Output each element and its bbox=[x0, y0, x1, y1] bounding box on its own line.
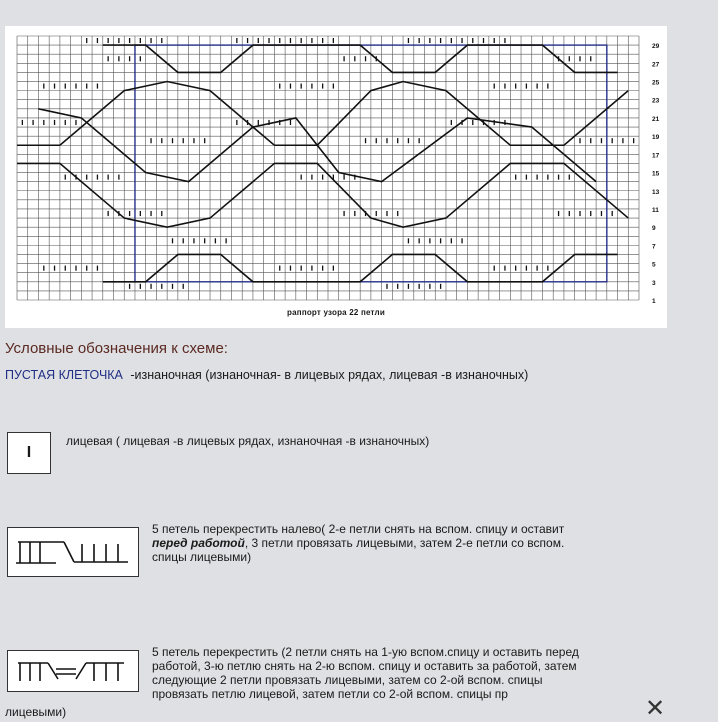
close-icon[interactable]: ✕ bbox=[644, 695, 666, 722]
cross-center-desc bbox=[152, 645, 718, 701]
row-number: 3 bbox=[652, 279, 656, 287]
row-number: 17 bbox=[652, 152, 660, 160]
knit-symbol bbox=[7, 432, 51, 474]
cross-left-symbol-svg bbox=[8, 528, 138, 576]
cross-left-desc-2: , 3 петли провязать лицевыми, затем 2-е петли со вспом. bbox=[244, 536, 565, 550]
row-number: 11 bbox=[652, 206, 659, 214]
cable-line bbox=[17, 163, 628, 227]
chart-caption: раппорт узора 22 петли bbox=[287, 308, 385, 317]
cross-left-desc-bold: перед работой bbox=[152, 536, 245, 550]
cross-left-desc-1: 5 петель перекрестить налево( 2-е петли снять на вспом. спицу и оставит bbox=[152, 522, 565, 536]
legend-empty-cell bbox=[5, 368, 528, 382]
cross-center-line-4: провязать петлю лицевой, затем петли со 2-ой вспом. спицы пр bbox=[152, 687, 508, 701]
knitting-chart bbox=[5, 26, 667, 328]
cross-left-desc-3: спицы лицевыми) bbox=[152, 550, 252, 564]
empty-cell-name: ПУСТАЯ КЛЕТОЧКА bbox=[5, 368, 123, 382]
cross-left-desc bbox=[152, 522, 712, 564]
legend-title: Условные обозначения к схеме: bbox=[5, 340, 228, 357]
cross-center-line-2: работой, 3-ю петлю снять на 2-ю вспом. спицу и оставить за работой, затем bbox=[152, 659, 577, 673]
row-number: 5 bbox=[652, 261, 656, 269]
row-number: 25 bbox=[652, 79, 660, 87]
row-number: 7 bbox=[652, 243, 656, 251]
row-number: 13 bbox=[652, 188, 660, 196]
row-number: 9 bbox=[652, 225, 656, 233]
cable-line bbox=[17, 82, 628, 146]
cross-center-line-5: лицевыми) bbox=[5, 705, 67, 719]
row-number: 21 bbox=[652, 115, 660, 123]
cross-center-symbol bbox=[7, 650, 139, 692]
cross-left-symbol bbox=[7, 527, 139, 577]
row-number: 1 bbox=[652, 298, 656, 305]
row-number: 27 bbox=[652, 61, 660, 69]
empty-cell-desc: -изнаночная (изнаночная- в лицевых рядах, лицевая -в изнаночных) bbox=[130, 368, 529, 382]
row-number: 23 bbox=[652, 97, 660, 105]
row-number: 15 bbox=[652, 170, 660, 178]
knit-desc: лицевая ( лицевая -в лицевых рядах, изнаночная -в изнаночных) bbox=[66, 434, 430, 448]
cross-center-symbol-svg bbox=[8, 651, 138, 691]
cross-center-line-3: следующие 2 петли провязать лицевыми, затем со 2-ой вспом. спицы bbox=[152, 673, 543, 687]
row-number: 29 bbox=[652, 43, 660, 51]
row-number: 19 bbox=[652, 134, 660, 142]
cross-center-line-1: 5 петель перекрестить (2 петли снять на 1-ую вспом.спицу и оставить перед bbox=[152, 645, 579, 659]
knitting-chart-grid bbox=[5, 26, 667, 328]
knit-symbol-glyph: I bbox=[26, 444, 32, 461]
